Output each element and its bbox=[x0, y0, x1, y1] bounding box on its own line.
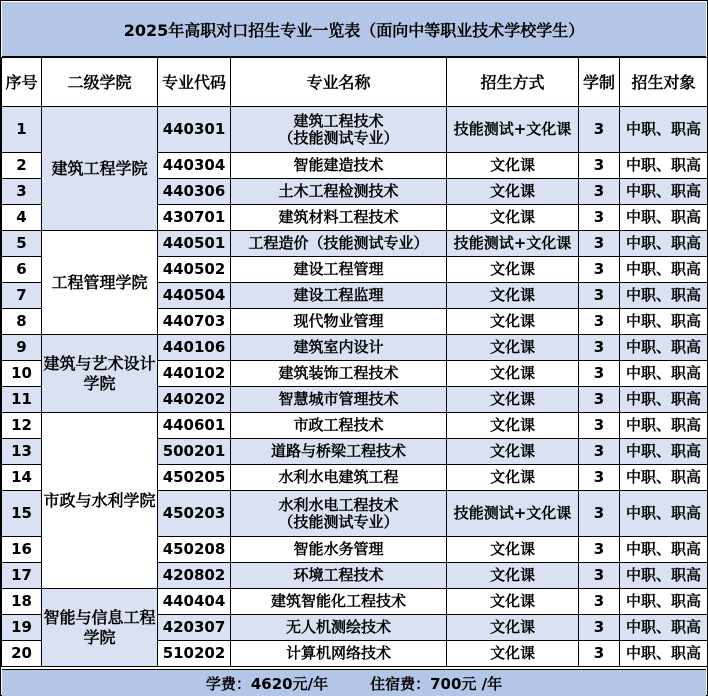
header-college: 二级学院 bbox=[42, 58, 158, 107]
years-cell: 3 bbox=[579, 335, 620, 361]
target-cell: 中职、职高 bbox=[620, 641, 708, 667]
major-cell: 环境工程技术 bbox=[231, 563, 447, 589]
serial-cell: 13 bbox=[2, 439, 42, 465]
header-years: 学制 bbox=[579, 58, 620, 107]
serial-cell: 16 bbox=[2, 537, 42, 563]
mode-cell: 文化课 bbox=[447, 283, 579, 309]
table-row bbox=[2, 335, 708, 361]
years-cell: 3 bbox=[579, 537, 620, 563]
mode-cell: 文化课 bbox=[447, 589, 579, 615]
major-cell: 智能水务管理 bbox=[231, 537, 447, 563]
code-cell: 440703 bbox=[158, 309, 231, 335]
major-cell: 建设工程监理 bbox=[231, 283, 447, 309]
mode-cell: 文化课 bbox=[447, 361, 579, 387]
code-cell: 420802 bbox=[158, 563, 231, 589]
code-cell: 440306 bbox=[158, 179, 231, 205]
mode-cell: 文化课 bbox=[447, 413, 579, 439]
years-cell: 3 bbox=[579, 283, 620, 309]
serial-cell: 3 bbox=[2, 179, 42, 205]
table-row bbox=[2, 413, 708, 439]
code-cell: 420307 bbox=[158, 615, 231, 641]
years-cell: 3 bbox=[579, 205, 620, 231]
table-row bbox=[2, 589, 708, 615]
years-cell: 3 bbox=[579, 231, 620, 257]
header-mode: 招生方式 bbox=[447, 58, 579, 107]
code-cell: 510202 bbox=[158, 641, 231, 667]
target-cell: 中职、职高 bbox=[620, 413, 708, 439]
mode-cell: 文化课 bbox=[447, 563, 579, 589]
major-cell: 智能建造技术 bbox=[231, 153, 447, 179]
serial-cell: 14 bbox=[2, 465, 42, 491]
major-cell: 建设工程管理 bbox=[231, 257, 447, 283]
college-cell: 建筑与艺术设计学院 bbox=[42, 335, 158, 413]
mode-cell: 文化课 bbox=[447, 179, 579, 205]
mode-cell: 技能测试+文化课 bbox=[447, 231, 579, 257]
header-target: 招生对象 bbox=[620, 58, 708, 107]
mode-cell: 文化课 bbox=[447, 537, 579, 563]
serial-cell: 5 bbox=[2, 231, 42, 257]
code-cell: 440501 bbox=[158, 231, 231, 257]
major-cell: 无人机测绘技术 bbox=[231, 615, 447, 641]
table-row bbox=[2, 107, 708, 153]
years-cell: 3 bbox=[579, 107, 620, 153]
target-cell: 中职、职高 bbox=[620, 283, 708, 309]
target-cell: 中职、职高 bbox=[620, 465, 708, 491]
code-cell: 440304 bbox=[158, 153, 231, 179]
target-cell: 中职、职高 bbox=[620, 615, 708, 641]
header-major: 专业名称 bbox=[231, 58, 447, 107]
target-cell: 中职、职高 bbox=[620, 205, 708, 231]
mode-cell: 文化课 bbox=[447, 205, 579, 231]
major-cell: 水利水电建筑工程 bbox=[231, 465, 447, 491]
code-cell: 450205 bbox=[158, 465, 231, 491]
target-cell: 中职、职高 bbox=[620, 153, 708, 179]
code-cell: 440404 bbox=[158, 589, 231, 615]
tuition-text: 学费：4620元/年 bbox=[205, 674, 329, 693]
years-cell: 3 bbox=[579, 589, 620, 615]
serial-cell: 7 bbox=[2, 283, 42, 309]
target-cell: 中职、职高 bbox=[620, 309, 708, 335]
serial-cell: 19 bbox=[2, 615, 42, 641]
years-cell: 3 bbox=[579, 563, 620, 589]
major-cell: 土木工程检测技术 bbox=[231, 179, 447, 205]
code-cell: 430701 bbox=[158, 205, 231, 231]
code-cell: 440502 bbox=[158, 257, 231, 283]
major-cell: 建筑室内设计 bbox=[231, 335, 447, 361]
header-row bbox=[2, 58, 708, 107]
code-cell: 440102 bbox=[158, 361, 231, 387]
table-title: 2025年高职对口招生专业一览表（面向中等职业技术学校学生） bbox=[2, 2, 706, 57]
mode-cell: 文化课 bbox=[447, 257, 579, 283]
college-cell: 智能与信息工程学院 bbox=[42, 589, 158, 667]
years-cell: 3 bbox=[579, 615, 620, 641]
serial-cell: 8 bbox=[2, 309, 42, 335]
lodging-text: 住宿费：700元 /年 bbox=[370, 674, 503, 693]
serial-cell: 2 bbox=[2, 153, 42, 179]
major-cell: 建筑工程技术 （技能测试专业） bbox=[231, 107, 447, 153]
mode-cell: 文化课 bbox=[447, 335, 579, 361]
code-cell: 500201 bbox=[158, 439, 231, 465]
years-cell: 3 bbox=[579, 641, 620, 667]
serial-cell: 9 bbox=[2, 335, 42, 361]
mode-cell: 文化课 bbox=[447, 387, 579, 413]
years-cell: 3 bbox=[579, 439, 620, 465]
serial-cell: 4 bbox=[2, 205, 42, 231]
major-cell: 建筑智能化工程技术 bbox=[231, 589, 447, 615]
years-cell: 3 bbox=[579, 257, 620, 283]
target-cell: 中职、职高 bbox=[620, 439, 708, 465]
fee-footer bbox=[2, 669, 706, 696]
years-cell: 3 bbox=[579, 491, 620, 537]
target-cell: 中职、职高 bbox=[620, 361, 708, 387]
mode-cell: 技能测试+文化课 bbox=[447, 107, 579, 153]
target-cell: 中职、职高 bbox=[620, 563, 708, 589]
major-cell: 智慧城市管理技术 bbox=[231, 387, 447, 413]
major-cell: 建筑材料工程技术 bbox=[231, 205, 447, 231]
target-cell: 中职、职高 bbox=[620, 107, 708, 153]
target-cell: 中职、职高 bbox=[620, 491, 708, 537]
years-cell: 3 bbox=[579, 465, 620, 491]
mode-cell: 文化课 bbox=[447, 465, 579, 491]
years-cell: 3 bbox=[579, 413, 620, 439]
major-cell: 建筑装饰工程技术 bbox=[231, 361, 447, 387]
code-cell: 440504 bbox=[158, 283, 231, 309]
serial-cell: 15 bbox=[2, 491, 42, 537]
table-row bbox=[2, 231, 708, 257]
serial-cell: 6 bbox=[2, 257, 42, 283]
target-cell: 中职、职高 bbox=[620, 335, 708, 361]
college-cell: 工程管理学院 bbox=[42, 231, 158, 335]
mode-cell: 文化课 bbox=[447, 309, 579, 335]
target-cell: 中职、职高 bbox=[620, 257, 708, 283]
serial-cell: 20 bbox=[2, 641, 42, 667]
years-cell: 3 bbox=[579, 179, 620, 205]
target-cell: 中职、职高 bbox=[620, 589, 708, 615]
serial-cell: 1 bbox=[2, 107, 42, 153]
serial-cell: 12 bbox=[2, 413, 42, 439]
years-cell: 3 bbox=[579, 309, 620, 335]
serial-cell: 11 bbox=[2, 387, 42, 413]
mode-cell: 技能测试+文化课 bbox=[447, 491, 579, 537]
major-cell: 市政工程技术 bbox=[231, 413, 447, 439]
target-cell: 中职、职高 bbox=[620, 231, 708, 257]
major-cell: 计算机网络技术 bbox=[231, 641, 447, 667]
years-cell: 3 bbox=[579, 361, 620, 387]
code-cell: 450203 bbox=[158, 491, 231, 537]
code-cell: 440202 bbox=[158, 387, 231, 413]
college-cell: 市政与水利学院 bbox=[42, 413, 158, 589]
major-cell: 工程造价（技能测试专业） bbox=[231, 231, 447, 257]
target-cell: 中职、职高 bbox=[620, 387, 708, 413]
code-cell: 450208 bbox=[158, 537, 231, 563]
serial-cell: 10 bbox=[2, 361, 42, 387]
years-cell: 3 bbox=[579, 387, 620, 413]
major-cell: 道路与桥梁工程技术 bbox=[231, 439, 447, 465]
major-cell: 现代物业管理 bbox=[231, 309, 447, 335]
mode-cell: 文化课 bbox=[447, 439, 579, 465]
enrollment-table bbox=[1, 57, 708, 667]
college-cell: 建筑工程学院 bbox=[42, 107, 158, 231]
target-cell: 中职、职高 bbox=[620, 179, 708, 205]
mode-cell: 文化课 bbox=[447, 641, 579, 667]
code-cell: 440106 bbox=[158, 335, 231, 361]
code-cell: 440301 bbox=[158, 107, 231, 153]
target-cell: 中职、职高 bbox=[620, 537, 708, 563]
header-code: 专业代码 bbox=[158, 58, 231, 107]
mode-cell: 文化课 bbox=[447, 153, 579, 179]
years-cell: 3 bbox=[579, 153, 620, 179]
mode-cell: 文化课 bbox=[447, 615, 579, 641]
major-cell: 水利水电工程技术 （技能测试专业） bbox=[231, 491, 447, 537]
serial-cell: 18 bbox=[2, 589, 42, 615]
header-serial: 序号 bbox=[2, 58, 42, 107]
serial-cell: 17 bbox=[2, 563, 42, 589]
code-cell: 440601 bbox=[158, 413, 231, 439]
